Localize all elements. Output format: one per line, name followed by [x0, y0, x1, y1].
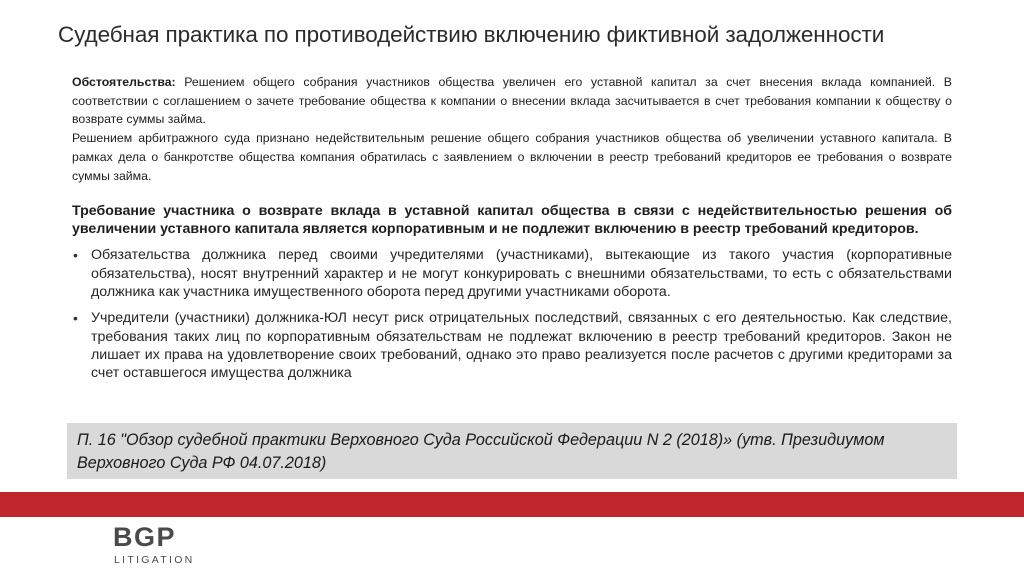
bullet-text: Учредители (участники) должника-ЮЛ несут риск отрицательных последствий, связанных с его деятельностью. Как следствие, требования таких лиц по корпоративным обязательствам не подлежат включению в реестр требований кредиторов. Закон не лишает их права на удовлетворение своих требований, однако это право реализуется после расчетов с другими кредиторами за счет оставшегося имущества должника — [91, 310, 952, 382]
bullet-item — [72, 246, 952, 301]
circumstances-lead: Обстоятельства: — [72, 75, 176, 89]
logo-wordmark: BGP — [113, 522, 177, 552]
bullet-list — [72, 246, 952, 382]
main-headline: Требование участника о возврате вклада в уставной капитал общества в связи с недействительностью решения об увеличении уставного капитала является корпоративным и не подлежит включению в реестр требований кредиторов. — [72, 203, 952, 238]
circumstances-text-1: Решением общего собрания участников общества увеличен его уставной капитал за счет внесения вклада компанией. В соответствии с соглашением о зачете требование общества к компании о внесении вклада засчитывается в счет требования компании к обществу о возврате суммы займа. — [72, 75, 952, 127]
footer-accent-band — [0, 492, 1024, 517]
citation-box — [67, 423, 957, 479]
bullet-text: Обязательства должника перед своими учредителями (участниками), вытекающие из такого участия (корпоративные обязательства), носят внутренний характер и не могут конкурировать с внешними обязательствами, то есть с обязательствами должника как участника имущественного оборота перед другими участниками оборота. — [91, 247, 952, 300]
circumstances-paragraph-1 — [72, 73, 952, 129]
bullet-icon: • — [73, 310, 78, 327]
main-block — [72, 202, 952, 390]
bullet-item — [72, 309, 952, 382]
company-logo — [113, 524, 203, 568]
citation-text: П. 16 "Обзор судебной практики Верховного Суда Российской Федерации N 2 (2018)» (утв. Президиумом Верховного Суда РФ 04.07.2018) — [77, 431, 885, 472]
bullet-icon: • — [73, 247, 78, 264]
slide-title: Судебная практика по противодействию включению фиктивной задолженности — [58, 22, 885, 47]
circumstances-paragraph-2: Решением арбитражного суда признано недействительным решение общего собрания участников общества об увеличении уставного капитала. В рамках дела о банкротстве общества компания обратилась с заявлением о включении в реестр требований кредиторов ее требования о возврате суммы займа. — [72, 131, 952, 183]
logo-subtitle: LITIGATION — [114, 554, 195, 566]
circumstances-block — [72, 73, 952, 185]
